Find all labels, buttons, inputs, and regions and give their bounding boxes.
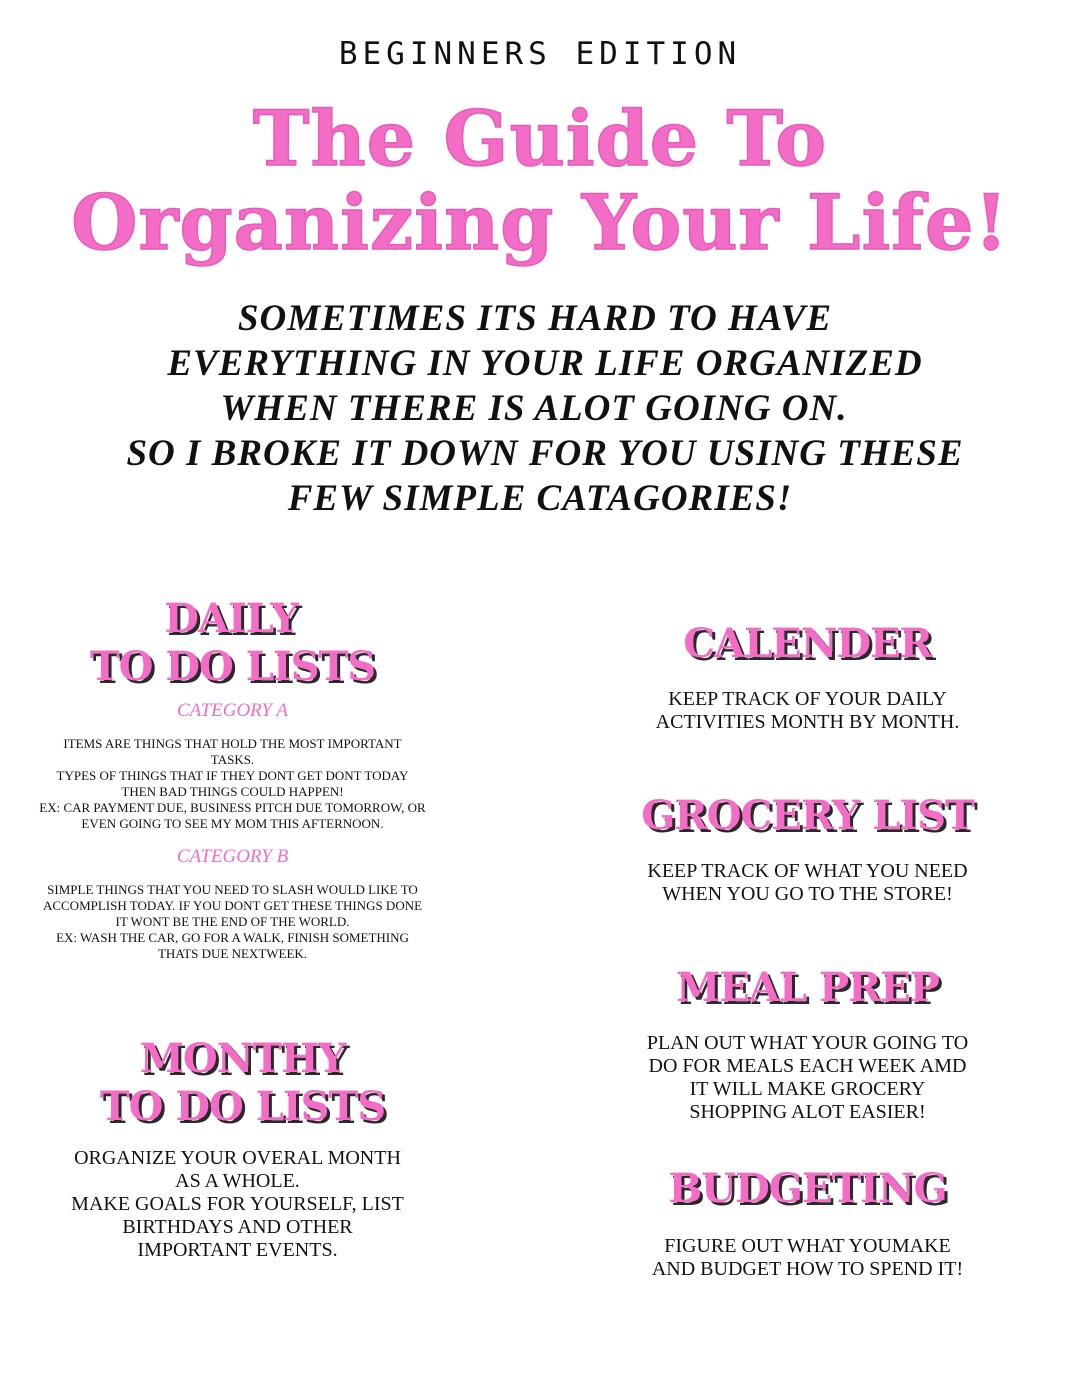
category-a-line: EX: CAR PAYMENT DUE, BUSINESS PITCH DUE TOMORROW, OR <box>39 800 426 815</box>
meal-prep-heading: MEAL PREP <box>676 964 939 1011</box>
budgeting-section <box>600 1165 1015 1281</box>
calender-line: ACTIVITIES MONTH BY MONTH. <box>655 711 960 733</box>
budgeting-text <box>600 1235 1015 1281</box>
category-b-text <box>20 882 445 962</box>
meal-prep-text <box>600 1032 1015 1124</box>
category-b-line: IT WONT BE THE END OF THE WORLD. <box>115 914 350 929</box>
category-b-line: ACCOMPLISH TODAY. IF YOU DONT GET THESE THINGS DONE <box>42 898 423 913</box>
monthly-line: IMPORTANT EVENTS. <box>137 1239 338 1261</box>
category-b-line: THATS DUE NEXTWEEK. <box>157 946 308 961</box>
category-a-text <box>20 736 445 832</box>
meal-prep-line: SHOPPING ALOT EASIER! <box>689 1101 926 1123</box>
category-a-line: EVEN GOING TO SEE MY MOM THIS AFTERNOON. <box>81 816 384 831</box>
category-a-line: ITEMS ARE THINGS THAT HOLD THE MOST IMPORTANT <box>63 736 402 751</box>
monthly-heading-line-1: MONTHY <box>139 1035 346 1082</box>
category-a-line: THEN BAD THINGS COULD HAPPEN! <box>121 784 344 799</box>
intro-paragraph <box>0 296 1080 521</box>
budgeting-heading: BUDGETING <box>668 1165 947 1212</box>
budgeting-line: AND BUDGET HOW TO SPEND IT! <box>651 1258 964 1280</box>
grocery-section <box>600 792 1015 906</box>
monthly-text <box>30 1147 445 1262</box>
category-a-line: TYPES OF THINGS THAT IF THEY DONT GET DONT TODAY <box>56 768 409 783</box>
daily-heading-line-2: TO DO LISTS <box>89 643 376 690</box>
category-b-line: EX: WASH THE CAR, GO FOR A WALK, FINISH SOMETHING <box>56 930 409 945</box>
page-title-line-1: The Guide To <box>252 94 828 183</box>
category-b-line: SIMPLE THINGS THAT YOU NEED TO SLASH WOULD LIKE TO <box>47 882 418 897</box>
intro-line: WHEN THERE IS ALOT GOING ON. <box>220 388 848 429</box>
grocery-heading: GROCERY LIST <box>641 792 974 839</box>
intro-line: SOMETIMES ITS HARD TO HAVE <box>237 298 833 339</box>
intro-line: SO I BROKE IT DOWN FOR YOU USING THESE <box>126 433 964 474</box>
grocery-line: KEEP TRACK OF WHAT YOU NEED <box>647 860 968 882</box>
edition-label: BEGINNERS EDITION <box>338 36 742 72</box>
meal-prep-section <box>600 964 1015 1124</box>
intro-line: FEW SIMPLE CATAGORIES! <box>287 478 793 519</box>
budgeting-line: FIGURE OUT WHAT YOUMAKE <box>664 1235 951 1257</box>
calender-line: KEEP TRACK OF YOUR DAILY <box>668 688 947 710</box>
category-a-line: TASKS. <box>210 752 255 767</box>
calender-section <box>600 620 1015 734</box>
category-b-label: CATEGORY B <box>176 846 289 867</box>
monthly-line: BIRTHDAYS AND OTHER <box>122 1216 353 1238</box>
daily-section <box>20 595 445 962</box>
grocery-text <box>600 860 1015 906</box>
page-title-line-2: Organizing Your Life! <box>71 178 1009 267</box>
meal-prep-line: IT WILL MAKE GROCERY <box>689 1078 926 1100</box>
monthly-section <box>40 1035 445 1262</box>
grocery-line: WHEN YOU GO TO THE STORE! <box>662 883 953 905</box>
meal-prep-line: PLAN OUT WHAT YOUR GOING TO <box>646 1032 969 1054</box>
calender-heading: CALENDER <box>683 620 932 667</box>
daily-heading-line-1: DAILY <box>164 595 298 642</box>
meal-prep-line: DO FOR MEALS EACH WEEK AMD <box>648 1055 967 1077</box>
monthly-heading-line-2: TO DO LISTS <box>99 1083 386 1130</box>
monthly-line: MAKE GOALS FOR YOURSELF, LIST <box>71 1193 404 1215</box>
monthly-line: ORGANIZE YOUR OVERAL MONTH <box>74 1147 401 1169</box>
calender-text <box>600 688 1015 734</box>
intro-line: EVERYTHING IN YOUR LIFE ORGANIZED <box>167 343 923 384</box>
category-a-label: CATEGORY A <box>176 700 289 721</box>
monthly-line: AS A WHOLE. <box>175 1170 300 1192</box>
